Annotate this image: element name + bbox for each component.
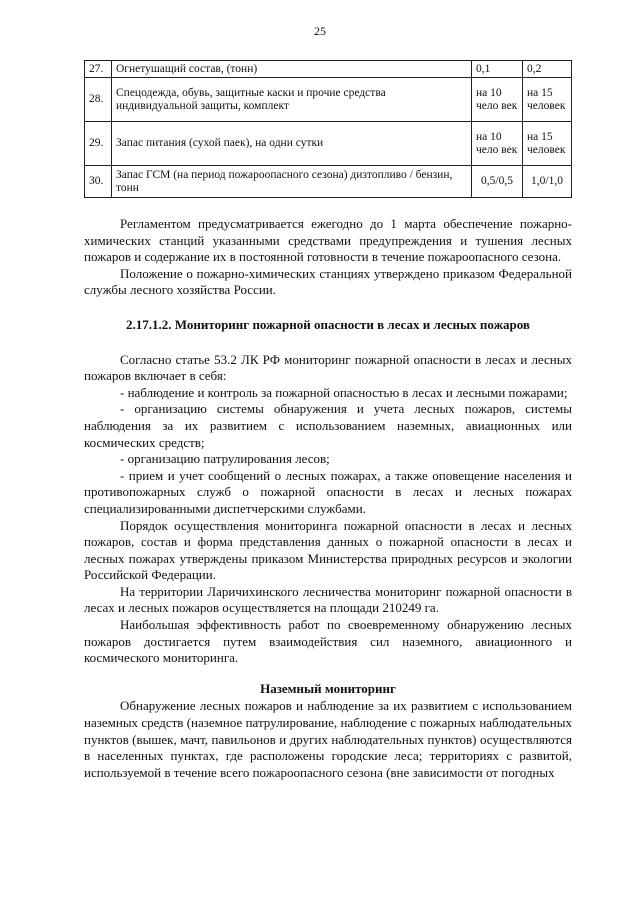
paragraph: Регламентом предусматривается ежегодно до 1 марта обеспечение пожарно-химических станций указанными средствами предупреждения и тушения лесных пожаров и содержание их в постоянной готовности в течение пожароопасного сезона.	[84, 216, 572, 265]
list-item: - организацию системы обнаружения и учета лесных пожаров, системы наблюдения за их развитием с использованием наземных, авиационных или космических средств;	[84, 401, 572, 450]
paragraph: Обнаружение лесных пожаров и наблюдение за их развитием с использованием наземных средств (наземное патрулирование, наблюдение с пожарных наблюдательных пунктов (вышек, мачт, павильонов и других наблюдательных пунктов) осуществляются в населенных пунктах, где расположены городские леса; территориях с развитой, используемой в течение всего пожароопасного сезона (вне зависимости от погодных	[84, 698, 572, 780]
item-name: Огнетушащий состав, (тонн)	[112, 61, 472, 78]
table-row	[85, 61, 572, 78]
section-heading: 2.17.1.2. Мониторинг пожарной опасности в лесах и лесных пожаров	[126, 316, 530, 332]
document-body	[84, 216, 572, 781]
paragraph: Согласно статье 53.2 ЛК РФ мониторинг пожарной опасности в лесах и лесных пожаров включает в себя:	[84, 351, 572, 384]
value-column-2: 1,0/1,0	[523, 166, 572, 198]
list-item: - организацию патрулирования лесов;	[120, 451, 330, 467]
page-number: 25	[314, 24, 326, 38]
paragraph: Порядок осуществления мониторинга пожарной опасности в лесах и лесных пожаров, состав и форма представления данных о пожарной опасности в лесах и лесных пожарах утверждены приказом Министерства природных ресурсов и экологии Российской Федерации.	[84, 517, 572, 583]
paragraph: Наибольшая эффективность работ по своевременному обнаружению лесных пожаров достигается путем взаимодействия сил наземного, авиационного и космического мониторинга.	[84, 617, 572, 666]
table-row	[85, 78, 572, 122]
list-item: - прием и учет сообщений о лесных пожарах, а также оповещение населения и противопожарных служб о пожарной опасности в лесах и лесных пожарах специализированными диспетчерскими службами.	[84, 467, 572, 516]
value-column-2: на 15 человек	[523, 122, 572, 166]
table-row	[85, 166, 572, 198]
row-number: 29.	[85, 122, 112, 166]
value-column-1: 0,1	[472, 61, 523, 78]
subsection-heading: Наземный мониторинг	[260, 680, 396, 696]
paragraph: Положение о пожарно-химических станциях утверждено приказом Федеральной службы лесного хозяйства России.	[84, 265, 572, 298]
item-name: Запас ГСМ (на период пожароопасного сезона) дизтопливо / бензин, тонн	[112, 166, 472, 198]
equipment-table	[84, 60, 572, 198]
value-column-2: 0,2	[523, 61, 572, 78]
row-number: 28.	[85, 78, 112, 122]
paragraph: На территории Ларичихинского лесничества мониторинг пожарной опасности в лесах и лесных пожаров осуществляется на площади 210249 га.	[84, 583, 572, 616]
table-row	[85, 122, 572, 166]
row-number: 27.	[85, 61, 112, 78]
row-number: 30.	[85, 166, 112, 198]
value-column-1: 0,5/0,5	[472, 166, 523, 198]
item-name: Запас питания (сухой паек), на одни сутки	[112, 122, 472, 166]
value-column-1: на 10 чело век	[472, 122, 523, 166]
list-item: - наблюдение и контроль за пожарной опасностью в лесах и лесными пожарами;	[120, 384, 568, 400]
item-name: Спецодежда, обувь, защитные каски и прочие средства индивидуальной защиты, комплект	[112, 78, 472, 122]
value-column-2: на 15 человек	[523, 78, 572, 122]
value-column-1: на 10 чело век	[472, 78, 523, 122]
